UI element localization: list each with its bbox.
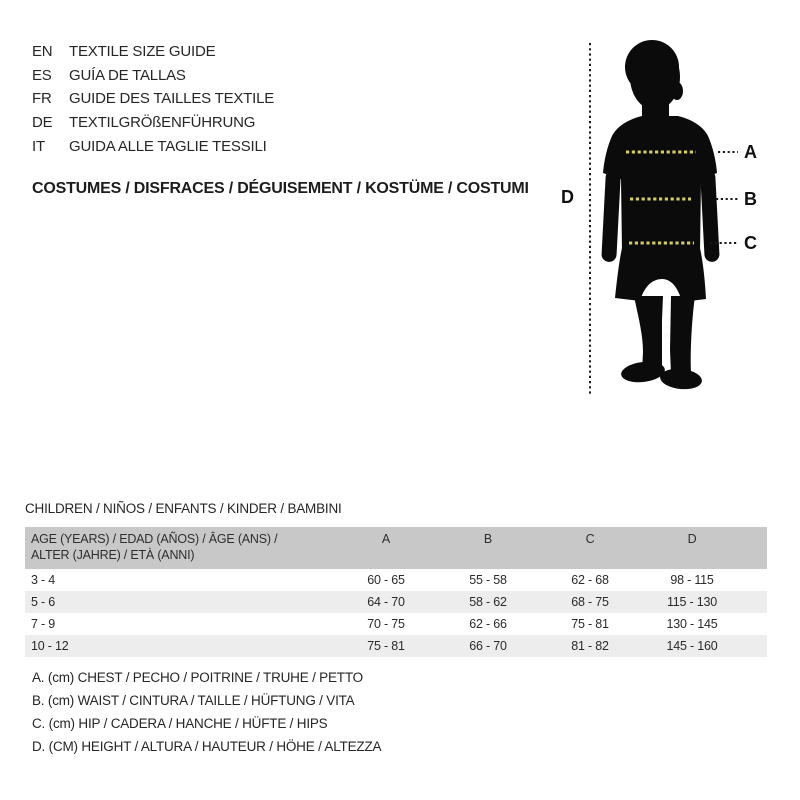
chest-cell: 64 - 70 [367,595,405,609]
measurement-legend [32,666,381,758]
height-cell: 98 - 115 [670,573,714,587]
language-title: GUIDE DES TAILLES TEXTILE [69,90,275,108]
child-silhouette-illustration [545,20,800,400]
table-row [25,569,767,591]
language-row-fr [32,91,274,107]
hip-cell: 62 - 68 [571,573,609,587]
hip-cell: 68 - 75 [571,595,609,609]
waist-cell: 62 - 66 [469,617,507,631]
column-header-d: D [687,532,697,546]
age-cell: 10 - 12 [31,639,69,653]
hip-label: C [744,233,757,253]
age-column-header [25,531,335,563]
height-cell: 130 - 145 [666,617,718,631]
child-silhouette [601,40,720,391]
table-row [25,635,767,657]
language-title: GUÍA DE TALLAS [69,66,186,84]
language-row-it [32,139,274,155]
height-cell: 145 - 160 [666,639,718,653]
category-heading: COSTUMES / DISFRACES / DÉGUISEMENT / KOSTÜME / COSTUMI [32,180,529,197]
legend-waist: B. (cm) WAIST / CINTURA / TAILLE / HÜFTUNG / VITA [32,693,355,708]
language-title: GUIDA ALLE TAGLIE TESSILI [69,137,267,155]
age-header-line2: ALTER (JAHRE) / ETÀ (ANNI) [31,548,195,562]
height-label: D [561,187,574,207]
legend-height: D. (CM) HEIGHT / ALTURA / HAUTEUR / HÖHE / ALTEZZA [32,739,382,754]
language-title: TEXTILGRÖßENFÜHRUNG [69,114,256,132]
size-table [25,527,767,657]
table-title: CHILDREN / NIÑOS / ENFANTS / KINDER / BAMBINI [25,501,342,516]
column-header-a: A [381,532,391,546]
waist-cell: 58 - 62 [469,595,507,609]
language-code: EN [32,43,53,60]
height-cell: 115 - 130 [666,595,718,609]
language-row-en [32,44,274,60]
waist-cell: 66 - 70 [469,639,507,653]
language-title-list [32,44,274,162]
chest-label: A [744,142,757,162]
chest-cell: 75 - 81 [367,639,405,653]
language-code: DE [32,114,53,132]
hip-cell: 75 - 81 [571,617,609,631]
table-row [25,613,767,635]
waist-cell: 55 - 58 [469,573,507,587]
legend-hip: C. (cm) HIP / CADERA / HANCHE / HÜFTE / HIPS [32,716,328,731]
hip-cell: 81 - 82 [571,639,609,653]
measurement-figure [545,20,800,400]
age-cell: 7 - 9 [31,617,56,631]
age-cell: 3 - 4 [31,573,56,587]
column-header-c: C [585,532,595,546]
language-title: TEXTILE SIZE GUIDE [69,43,216,60]
table-header-row [25,527,767,569]
waist-label: B [744,189,757,209]
legend-chest: A. (cm) CHEST / PECHO / POITRINE / TRUHE / PETTO [32,670,363,685]
language-code: IT [32,137,45,155]
language-row-es [32,68,274,84]
column-header-b: B [483,532,493,546]
table-row [25,591,767,613]
language-row-de [32,115,274,131]
age-cell: 5 - 6 [31,595,56,609]
language-code: ES [32,66,52,84]
language-code: FR [32,90,52,108]
chest-cell: 60 - 65 [367,573,405,587]
age-header-line1: AGE (YEARS) / EDAD (AÑOS) / ÂGE (ANS) / [31,532,278,546]
chest-cell: 70 - 75 [367,617,405,631]
